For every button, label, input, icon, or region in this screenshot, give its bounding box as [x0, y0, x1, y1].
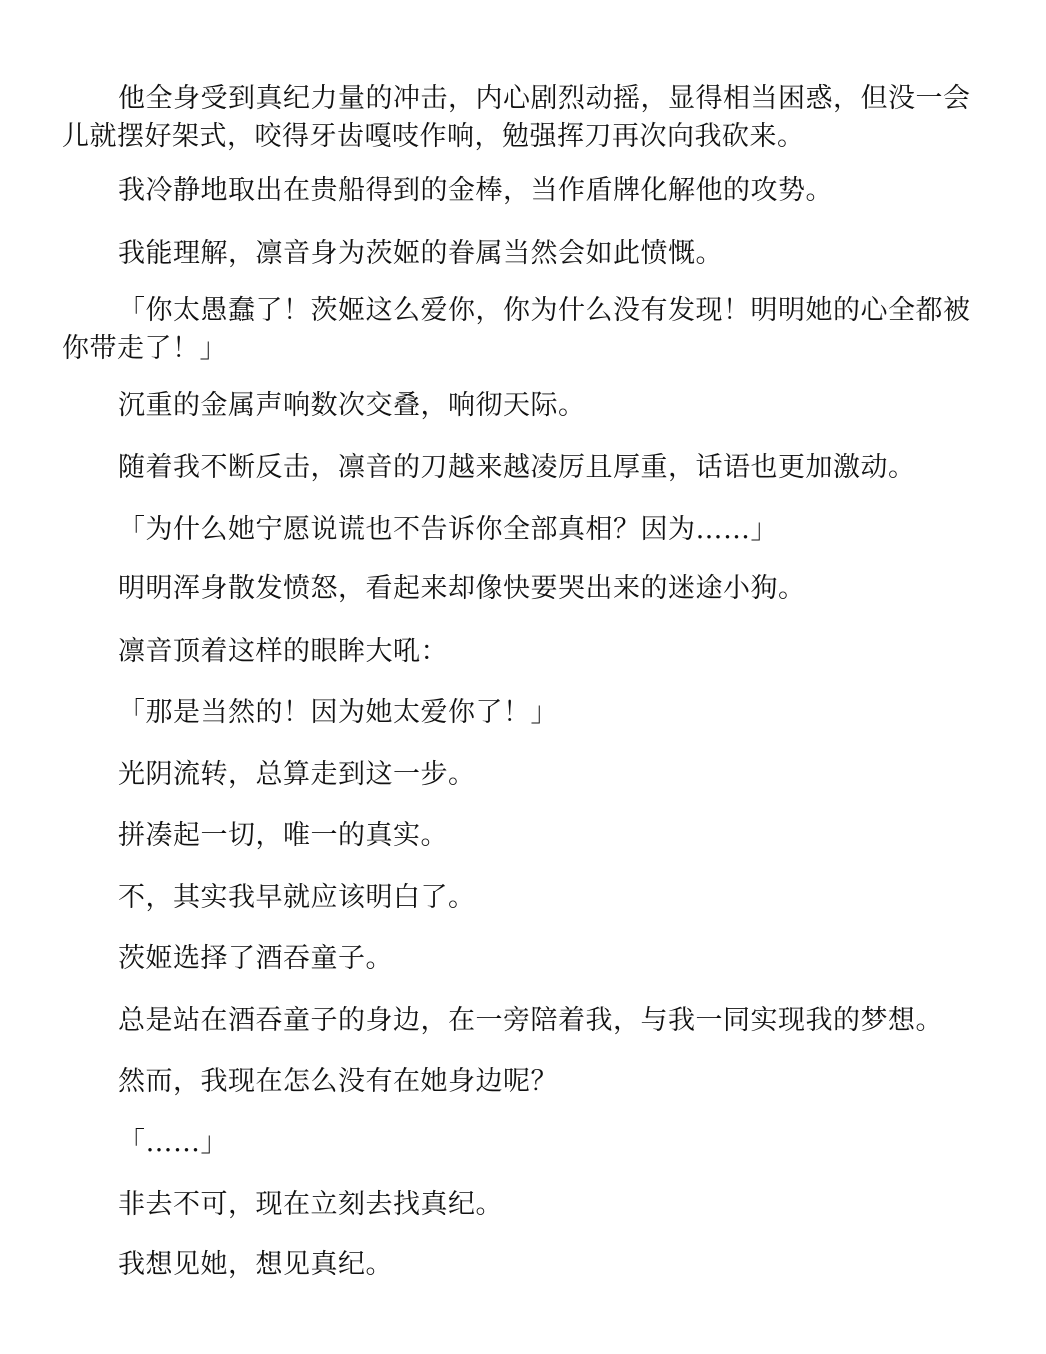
paragraph-2: 我冷静地取出在贵船得到的金棒，当作盾牌化解他的攻势。 [118, 175, 833, 206]
paragraph-11: 光阴流转，总算走到这一步。 [118, 759, 476, 790]
paragraph-18: 非去不可，现在立刻去找真纪。 [118, 1189, 503, 1220]
paragraph-3: 我能理解，凛音身为茨姬的眷属当然会如此愤慨。 [118, 238, 723, 269]
paragraph-7: 「为什么她宁愿说谎也不告诉你全部真相？因为……」 [118, 514, 778, 545]
paragraph-14: 茨姬选择了酒吞童子。 [118, 943, 393, 974]
paragraph-8: 明明浑身散发愤怒，看起来却像快要哭出来的迷途小狗。 [118, 573, 806, 604]
paragraph-5: 沉重的金属声响数次交叠，响彻天际。 [118, 390, 586, 421]
paragraph-13: 不，其实我早就应该明白了。 [118, 882, 476, 913]
paragraph-19: 我想见她，想见真纪。 [118, 1249, 393, 1280]
paragraph-17: 「……」 [118, 1127, 228, 1158]
paragraph-15: 总是站在酒吞童子的身边，在一旁陪着我，与我一同实现我的梦想。 [118, 1005, 943, 1036]
paragraph-9: 凛音顶着这样的眼眸大吼： [118, 636, 448, 667]
paragraph-1: 他全身受到真纪力量的冲击，内心剧烈动摇，显得相当困惑，但没一会儿就摆好架式，咬得牙齿嘎吱作响，勉强挥刀再次向我砍来。 [62, 83, 971, 152]
paragraph-12: 拼凑起一切，唯一的真实。 [118, 820, 448, 851]
paragraph-16: 然而，我现在怎么没有在她身边呢？ [118, 1066, 558, 1097]
paragraph-6: 随着我不断反击，凛音的刀越来越凌厉且厚重，话语也更加激动。 [118, 452, 916, 483]
paragraph-4: 「你太愚蠢了！茨姬这么爱你，你为什么没有发现！明明她的心全都被你带走了！」 [62, 295, 971, 364]
paragraph-10: 「那是当然的！因为她太爱你了！」 [118, 697, 558, 728]
